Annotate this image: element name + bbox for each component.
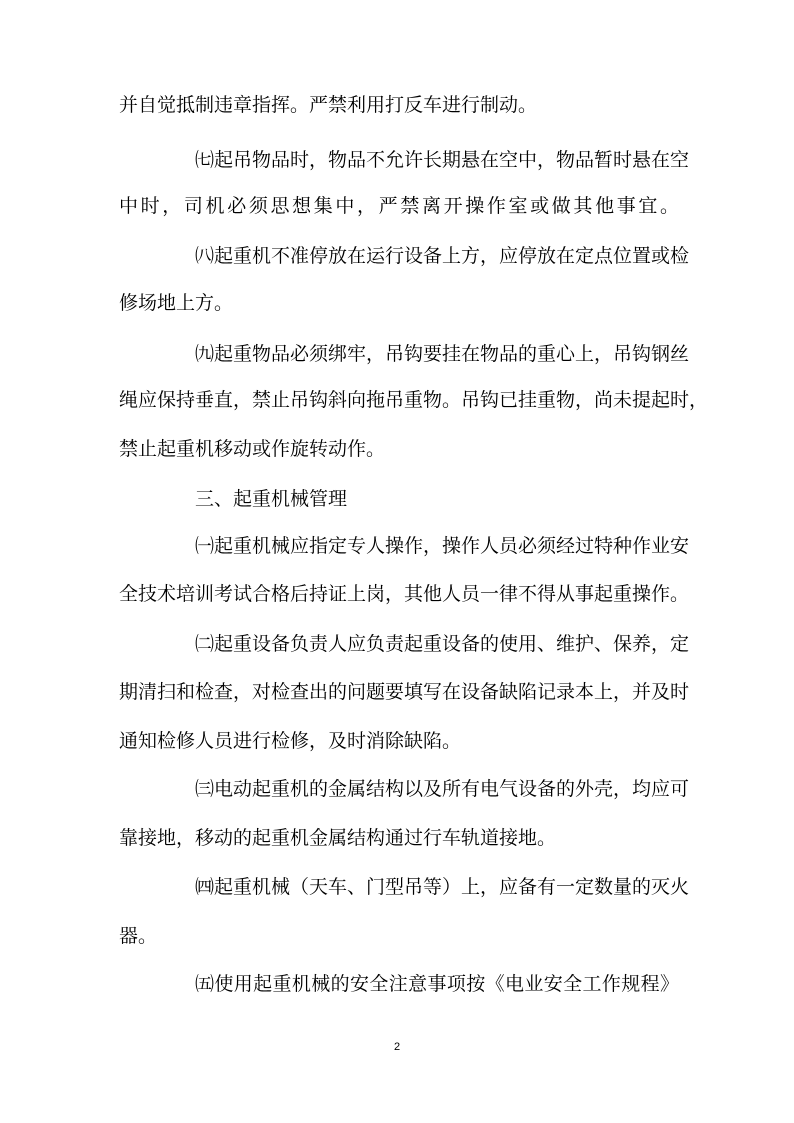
- text-line: ㈣起重机械（天车、门型吊等）上，应备有一定数量的灭火: [195, 876, 690, 898]
- text-line: ㈨起重物品必须绑牢，吊钩要挂在物品的重心上，吊钩钢丝: [195, 343, 690, 365]
- text-line: 靠接地，移动的起重机金属结构通过行车轨道接地。: [119, 827, 557, 849]
- text-line: 绳应保持垂直，禁止吊钩斜向拖吊重物。吊钩已挂重物，尚未提起时，: [119, 389, 709, 411]
- text-line: 期清扫和检查，对检查出的问题要填写在设备缺陷记录本上，并及时: [119, 681, 690, 703]
- text-line: 禁止起重机移动或作旋转动作。: [119, 438, 386, 460]
- text-line: 通知检修人员进行检修，及时消除缺陷。: [119, 730, 462, 752]
- text-line: ㈠起重机械应指定专人操作，操作人员必须经过特种作业安: [195, 535, 690, 557]
- text-line: 器。: [119, 925, 158, 947]
- text-line: ㈡起重设备负责人应负责起重设备的使用、维护、保养，定: [195, 633, 690, 655]
- text-line: 并自觉抵制违章指挥。严禁利用打反车进行制动。: [119, 94, 538, 116]
- text-line: ㈢电动起重机的金属结构以及所有电气设备的外壳，均应可: [195, 778, 690, 800]
- text-line: ㈧起重机不准停放在运行设备上方，应停放在定点位置或检: [195, 245, 690, 267]
- text-line: 修场地上方。: [119, 292, 234, 314]
- text-line: ㈤使用起重机械的安全注意事项按《电业安全工作规程》: [195, 973, 679, 995]
- text-line: 全技术培训考试合格后持证上岗，其他人员一律不得从事起重操作。: [119, 583, 690, 605]
- section-heading: 三、起重机械管理: [195, 488, 348, 510]
- page-number: 2: [393, 1041, 401, 1053]
- text-line: ㈦起吊物品时，物品不允许长期悬在空中，物品暂时悬在空: [195, 149, 690, 171]
- text-line: 中时，司机必须思想集中，严禁离开操作室或做其他事宜。: [119, 195, 679, 217]
